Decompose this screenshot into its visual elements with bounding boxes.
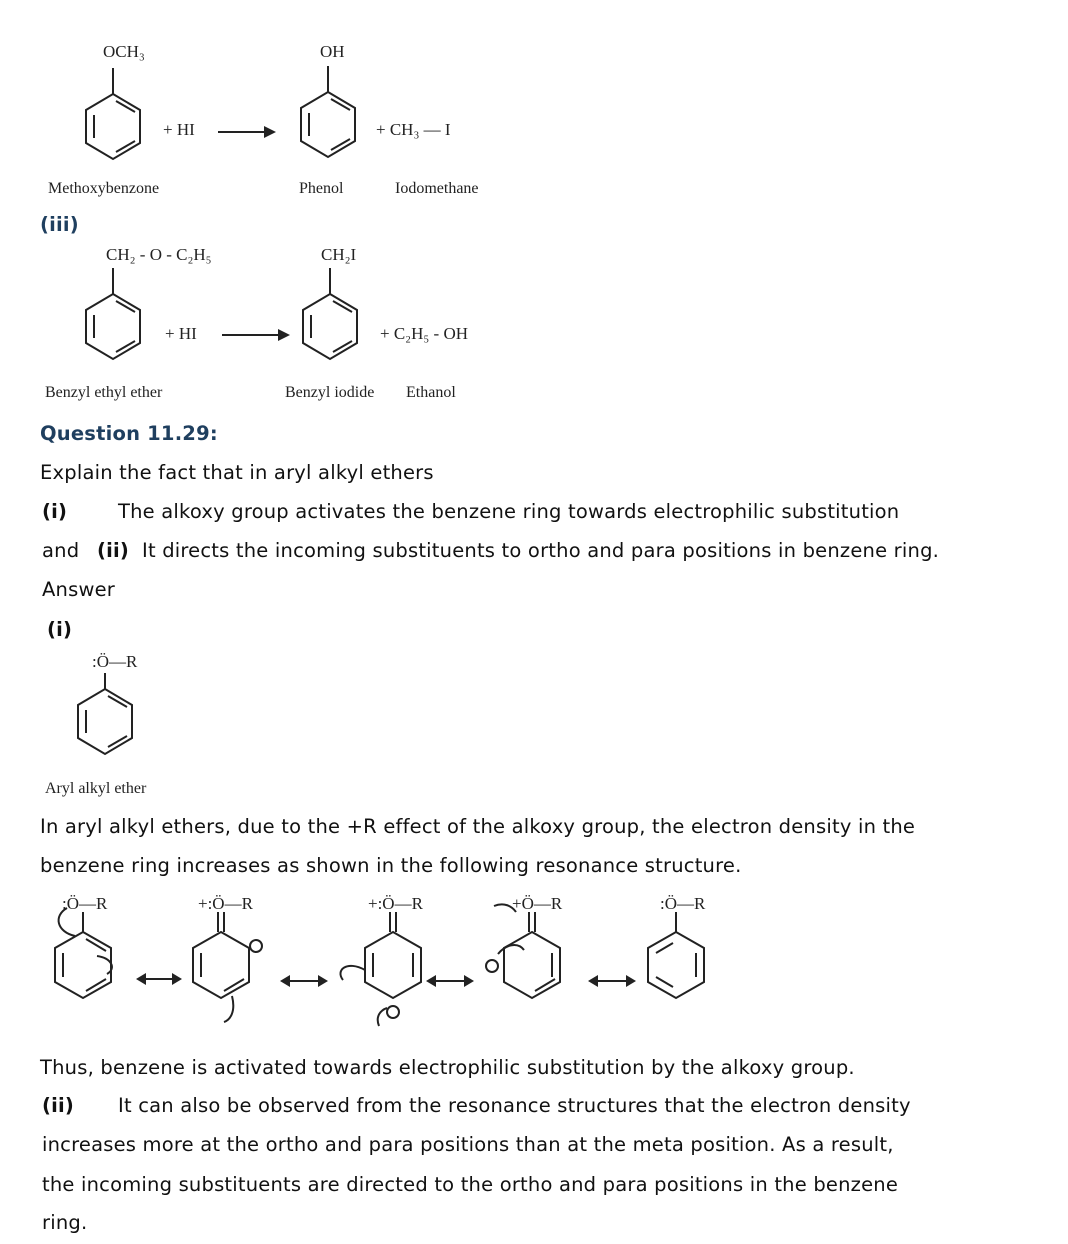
question-line-1: Explain the fact that in aryl alkyl ethers xyxy=(40,461,434,484)
resonance-structure-1 xyxy=(45,912,125,1022)
answer-label: Answer xyxy=(42,578,116,601)
answer-part-ii-line-2: increases more at the ortho and para positions than at the meta position. As a result, xyxy=(42,1133,894,1156)
question-and-word: and xyxy=(42,539,80,562)
reagent-hi-2: + HI xyxy=(165,324,197,343)
resonance-label-3: +:Ö—R xyxy=(368,894,423,913)
benzene-ring-benzyl-iodide xyxy=(297,268,367,372)
answer-part-ii-marker: (ii) xyxy=(42,1094,74,1117)
part-iii-marker: (iii) xyxy=(40,213,79,236)
label-benzyl-iodide: Benzyl iodide xyxy=(285,384,375,401)
question-heading: Question 11.29: xyxy=(40,422,218,445)
answer-paragraph-2: Thus, benzene is activated towards electrophilic substitution by the alkoxy group. xyxy=(40,1056,855,1079)
answer-part-ii-line-4: ring. xyxy=(42,1211,88,1234)
question-part-ii-text: It directs the incoming substituents to ortho and para positions in benzene ring. xyxy=(142,539,940,562)
answer-paragraph-1-line-1: In aryl alkyl ethers, due to the +R effect of the alkoxy group, the electron density in the xyxy=(40,815,916,838)
question-part-i-marker: (i) xyxy=(42,500,68,523)
benzene-ring-aryl-alkyl-ether xyxy=(72,673,142,777)
resonance-structure-3 xyxy=(335,912,435,1032)
question-part-i-text: The alkoxy group activates the benzene ring towards electrophilic substitution xyxy=(118,500,900,523)
label-phenol: Phenol xyxy=(299,180,344,197)
resonance-structure-2 xyxy=(184,912,274,1032)
benzene-ring-methoxybenzene xyxy=(80,68,150,172)
resonance-arrow-2 xyxy=(282,980,326,982)
methoxy-substituent: OCH₃ xyxy=(103,42,145,61)
reaction-arrow-1 xyxy=(218,131,266,133)
label-iodomethane: Iodomethane xyxy=(395,180,479,197)
resonance-label-5: :Ö—R xyxy=(660,894,706,913)
question-part-ii-marker: (ii) xyxy=(97,539,129,562)
reaction-arrow-2 xyxy=(222,334,280,336)
resonance-structure-4 xyxy=(484,912,584,1032)
answer-paragraph-1-line-2: benzene ring increases as shown in the following resonance structure. xyxy=(40,854,742,877)
benzene-ring-benzyl-ethyl-ether xyxy=(80,268,150,372)
resonance-arrow-4 xyxy=(590,980,634,982)
reaction-arrowhead-2 xyxy=(278,329,290,341)
hydroxy-substituent: OH xyxy=(320,42,345,61)
label-ethanol: Ethanol xyxy=(406,384,456,401)
ch2i-substituent: CH₂I xyxy=(321,245,357,264)
benzyl-ethyl-ether-substituent: CH₂ - O - C₂H₅ xyxy=(106,245,212,264)
coproduct-iodomethane: + CH₃ — I xyxy=(376,120,451,139)
answer-part-i-marker: (i) xyxy=(47,618,73,641)
resonance-label-2: +:Ö—R xyxy=(198,894,253,913)
answer-part-ii-line-1: It can also be observed from the resonance structures that the electron density xyxy=(118,1094,911,1117)
benzene-ring-phenol xyxy=(295,66,365,170)
reagent-hi-1: + HI xyxy=(163,120,195,139)
resonance-arrow-3 xyxy=(428,980,472,982)
label-aryl-alkyl-ether: Aryl alkyl ether xyxy=(45,780,147,797)
label-methoxybenzone: Methoxybenzone xyxy=(48,180,160,197)
label-benzyl-ethyl-ether: Benzyl ethyl ether xyxy=(45,384,163,401)
aryl-ether-substituent: :Ö—R xyxy=(92,652,138,671)
resonance-label-4: +Ö—R xyxy=(512,894,563,913)
resonance-structure-5 xyxy=(643,912,723,1022)
coproduct-ethanol: + C₂H₅ - OH xyxy=(380,324,469,343)
reaction-arrowhead-1 xyxy=(264,126,276,138)
answer-part-ii-line-3: the incoming substituents are directed to the ortho and para positions in the benzene xyxy=(42,1173,899,1196)
resonance-arrow-1 xyxy=(138,978,180,980)
resonance-label-1: :Ö—R xyxy=(62,894,108,913)
